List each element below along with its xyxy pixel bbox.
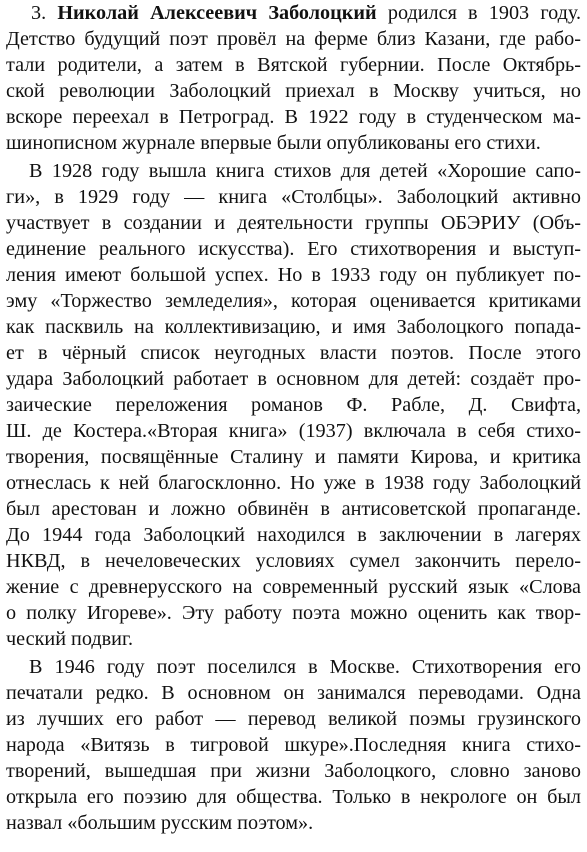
text-line: эму «Торжество земледелия», которая оценивается критиками (6, 290, 581, 312)
text-line: творений, вышедшая при жизни Заболоцкого, словно заново (6, 760, 581, 782)
text-line: тали родители, а затем в Вятской губернии. После Октябрь- (6, 54, 581, 76)
text-line: ления имеют большой успех. Но в 1933 году он публикует по- (6, 264, 581, 286)
text-line: В 1928 году вышла книга стихов для детей «Хорошие сапо- (29, 160, 581, 182)
text-line: вскоре переехал в Петроград. В 1922 году в студенческом ма- (6, 106, 581, 128)
text-line: шинописном журнале впервые были опубликованы его стихи. (6, 132, 541, 154)
text-line: ги», в 1929 году — книга «Столбцы». Заболоцкий активно (6, 186, 581, 208)
text-line: о полку Игореве». Эту работу поэта можно оценить как твор- (6, 602, 581, 624)
author-name: Николай Алексеевич Заболоцкий (57, 2, 377, 24)
text-line: заические переложения романов Ф. Рабле, Д. Свифта, (6, 394, 581, 416)
text-line: Детство будущий поэт провёл на ферме близ Казани, где рабо- (6, 28, 581, 50)
text-line: ской революции Заболоцкий приехал в Москву учиться, но (6, 80, 581, 102)
text-line: единение реального искусства). Его стихотворения и выступ- (6, 238, 581, 260)
text-line: как пасквиль на коллективизацию, и имя Заболоцкого попада- (6, 316, 581, 338)
text-line: назвал «большим русским поэтом». (6, 812, 314, 834)
text-line: открыла его поэзию для общества. Только в некрологе он был (6, 786, 581, 808)
text-line: народа «Витязь в тигровой шкуре».Последняя книга стихо- (6, 734, 581, 756)
text-line: жение с древнерусского на современный русский язык «Слова (6, 576, 581, 598)
text-line: участвует в создании и деятельности группы ОБЭРИУ (Объ- (6, 212, 581, 234)
text-line: До 1944 года Заболоцкий находился в заключении в лагерях (6, 524, 581, 546)
text-line: был арестован и ложно обвинён в антисоветской пропаганде. (6, 498, 581, 520)
text-line: удара Заболоцкий работает в основном для детей: создаёт про- (6, 368, 581, 390)
text-run: родился в 1903 году. (376, 2, 581, 24)
section-number: 3. (31, 2, 58, 24)
text-line: отнеслась к ней благосклонно. Но уже в 1938 году Заболоцкий (6, 472, 581, 494)
text-line: Ш. де Костера.«Вторая книга» (1937) включала в себя стихо- (6, 420, 581, 442)
text-line: творения, посвящённые Сталину и памяти Кирова, и критика (6, 446, 581, 468)
text-line: НКВД, в нечеловеческих условиях сумел закончить перело- (6, 550, 581, 572)
text-line: В 1946 году поэт поселился в Москве. Стихотворения его (29, 656, 581, 678)
text-line: ет в чёрный список неугодных власти поэтов. После этого (6, 342, 581, 364)
text-line: из лучших его работ — перевод великой поэмы грузинского (6, 708, 581, 730)
text-line (6, 0, 581, 26)
text-line: печатали редко. В основном он занимался переводами. Одна (6, 682, 581, 704)
text-line: ческий подвиг. (6, 628, 134, 650)
